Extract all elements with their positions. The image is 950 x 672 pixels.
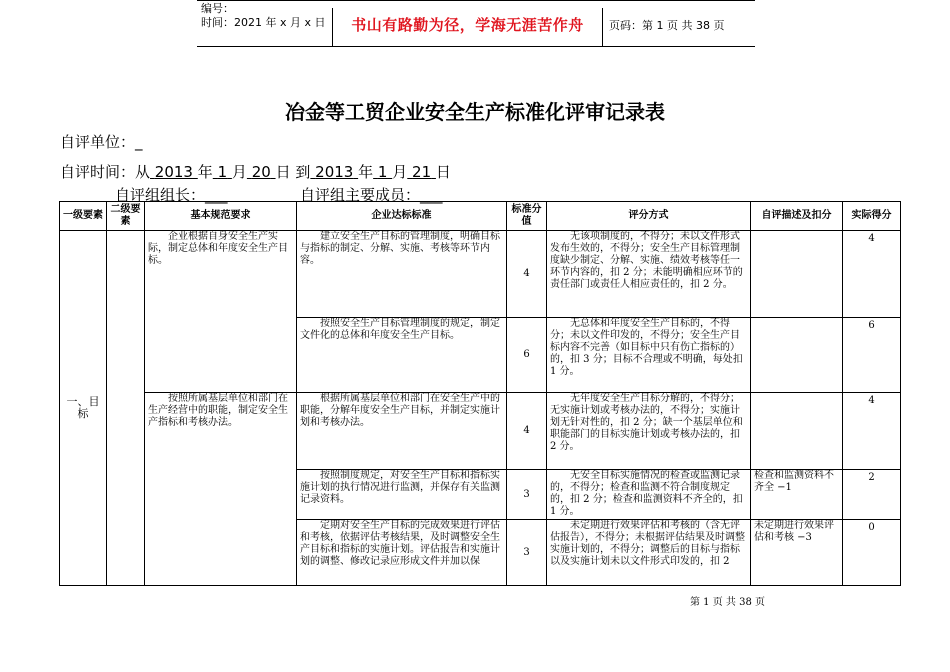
- points-cell: 3: [507, 520, 547, 586]
- standard-cell: 建立安全生产目标的管理制度，明确目标与指标的制定、分解、实施、考核等环节内容。: [297, 231, 507, 318]
- evaluation-table: [59, 201, 901, 586]
- start-year: 2013: [154, 163, 193, 181]
- actual-score-cell: 4: [843, 231, 901, 318]
- table-row: [60, 231, 901, 318]
- header-divider: [332, 8, 333, 46]
- actual-score-cell: 0: [843, 520, 901, 586]
- start-month: 1: [217, 163, 228, 181]
- end-month: 1: [377, 163, 388, 181]
- header-meta: [201, 2, 326, 30]
- time-label: 时间：2021 年 x 月 x 日: [201, 16, 326, 29]
- actual-score-cell: 2: [843, 470, 901, 520]
- points-cell: 6: [507, 318, 547, 393]
- month-label: 月: [231, 163, 247, 181]
- points-cell: 3: [507, 470, 547, 520]
- actual-score-cell: 4: [843, 393, 901, 470]
- table-row: [60, 393, 901, 470]
- year-label: 年: [358, 163, 374, 181]
- header-actual: 实际得分: [843, 202, 901, 231]
- standard-cell: 根据所属基层单位和部门在安全生产中的职能，分解年度安全生产目标，并制定实施计划和考核办法。: [297, 393, 507, 470]
- method-cell: 无年度安全生产目标分解的，不得分；无实施计划或考核办法的，不得分；实施计划无针对性的，扣 2 分；缺一个基层单位和职能部门的目标实施计划或考核办法的，扣 2 分。: [547, 393, 751, 470]
- basic-requirement-cell: 企业根据自身安全生产实际，制定总体和年度安全生产目标。: [145, 231, 297, 393]
- self-eval-cell: 未定期进行效果评估和考核 −3: [751, 520, 843, 586]
- standard-cell: 按照制度规定，对安全生产目标和指标实施计划的执行情况进行监测，并保存有关监测记录资料。: [297, 470, 507, 520]
- day-label: 日: [275, 163, 291, 181]
- actual-score-cell: 6: [843, 318, 901, 393]
- standard-cell: 定期对安全生产目标的完成效果进行评估和考核，依据评估考核结果，及时调整安全生产目标和指标的实施计划。评估报告和实施计划的调整、修改记录应形成文件并加以保: [297, 520, 507, 586]
- members-value: ___: [420, 186, 443, 204]
- element-cell: 一、目标: [60, 231, 107, 586]
- month-label: 月: [392, 163, 408, 181]
- year-label: 年: [197, 163, 213, 181]
- self-eval-cell: 检查和监测资料不齐全 −1: [751, 470, 843, 520]
- page-footer: 第 1 页 共 38 页: [690, 597, 765, 608]
- end-day: 21: [412, 163, 432, 181]
- day-label: 日: [435, 163, 451, 181]
- header-self-eval: 自评描述及扣分: [751, 202, 843, 231]
- header-lvl2: 二级要素: [107, 202, 145, 231]
- header-standard: 企业达标标准: [297, 202, 507, 231]
- self-eval-cell: [751, 393, 843, 470]
- unit-value: _: [135, 133, 143, 151]
- header-basic: 基本规范要求: [145, 202, 297, 231]
- header-divider: [602, 8, 603, 46]
- to-label: 到: [295, 163, 311, 181]
- self-eval-cell: [751, 318, 843, 393]
- points-cell: 4: [507, 393, 547, 470]
- end-year: 2013: [315, 163, 354, 181]
- method-cell: 无总体和年度安全生产目标的，不得分；未以文件印发的，不得分；安全生产目标内容不完善（如目标中只有伤亡指标的）的，扣 3 分；目标不合理或不明确，每处扣 1 分。: [547, 318, 751, 393]
- header-top-rule: [197, 0, 755, 1]
- members-label: 自评组主要成员：: [300, 186, 421, 204]
- lvl2-cell: [107, 231, 145, 586]
- method-cell: 未定期进行效果评估和考核的（含无评估报告），不得分；未根据评估结果及时调整实施计划的，不得分；调整后的目标与指标以及实施计划未以文件形式印发的，扣 2: [547, 520, 751, 586]
- document-title: 冶金等工贸企业安全生产标准化评审记录表: [285, 100, 665, 124]
- self-eval-time: [60, 161, 451, 182]
- number-label: 编号：: [201, 2, 234, 15]
- unit-label: 自评单位：: [60, 133, 136, 151]
- leader-label: 自评组组长：: [115, 186, 206, 204]
- standard-cell: 按照安全生产目标管理制度的规定，制定文件化的总体和年度安全生产目标。: [297, 318, 507, 393]
- header-method: 评分方式: [547, 202, 751, 231]
- header-motto: 书山有路勤为径，学海无涯苦作舟: [351, 16, 584, 34]
- method-cell: 无安全目标实施情况的检查或监测记录的，不得分；检查和监测不符合制度规定的，扣 2 分；检查和监测资料不齐全的，扣 1 分。: [547, 470, 751, 520]
- self-eval-cell: [751, 231, 843, 318]
- start-day: 20: [251, 163, 271, 181]
- self-eval-unit: [60, 131, 143, 152]
- header-lvl1: 一级要素: [60, 202, 107, 231]
- time-prefix: 自评时间：从: [60, 163, 151, 181]
- header-page-label: 页码：第 1 页 共 38 页: [609, 19, 725, 32]
- header-bottom-rule: [197, 46, 755, 47]
- method-cell: 无该项制度的，不得分；未以文件形式发布生效的，不得分；安全生产目标管理制度缺少制定、分解、实施、绩效考核等任一环节内容的，扣 2 分；未能明确相应环节的责任部门或责任人相应责任的，扣 2 分。: [547, 231, 751, 318]
- leader-value: ___: [205, 186, 228, 204]
- header-points: 标准分值: [507, 202, 547, 231]
- points-cell: 4: [507, 231, 547, 318]
- table-header-row: [60, 202, 901, 231]
- basic-requirement-cell: 按照所属基层单位和部门在生产经营中的职能，制定安全生产指标和考核办法。: [145, 393, 297, 586]
